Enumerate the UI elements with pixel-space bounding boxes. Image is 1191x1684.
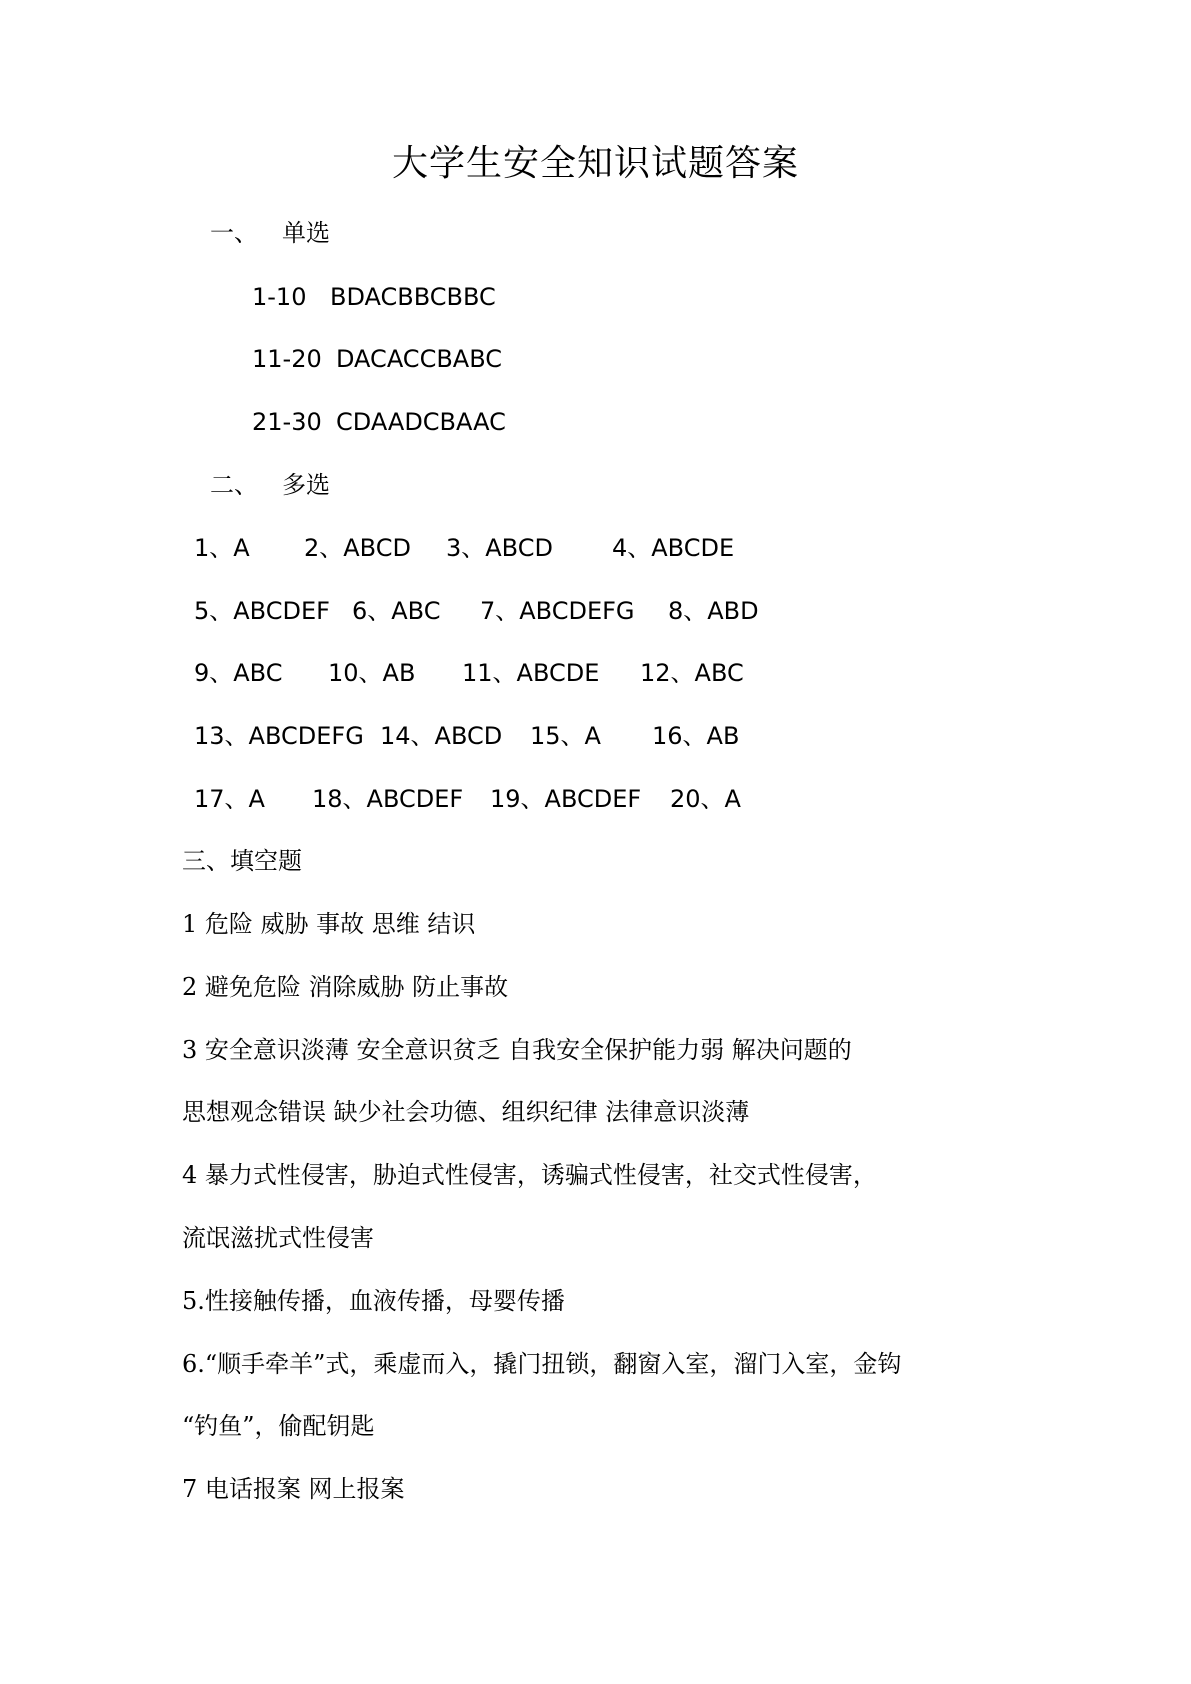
- multi-answer: 19、ABCDEF: [490, 785, 642, 813]
- multi-answer: 9、ABC: [194, 659, 283, 687]
- multi-answer: 14、ABCD: [380, 722, 503, 750]
- multi-answer: 7、ABCDEFG: [480, 597, 635, 625]
- fill-in-answer-line: “钓鱼”，偷配钥匙: [182, 1412, 375, 1440]
- section-number: 一、: [210, 219, 258, 247]
- section-label: 多选: [282, 471, 330, 499]
- answer-range: 11-20: [252, 345, 322, 373]
- answer-range: 1-10: [252, 283, 307, 311]
- multi-answer: 10、AB: [328, 659, 416, 687]
- answer-key: BDACBBCBBC: [330, 283, 496, 311]
- multi-answer: 18、ABCDEF: [312, 785, 464, 813]
- multi-answer: 6、ABC: [352, 597, 441, 625]
- fill-in-answer-line: 思想观念错误 缺少社会功德、组织纪律 法律意识淡薄: [182, 1098, 750, 1126]
- multi-answer: 15、A: [530, 722, 601, 750]
- multi-answer: 4、ABCDE: [612, 534, 735, 562]
- fill-in-answer-line: 6.“顺手牵羊”式，乘虚而入，撬门扭锁，翻窗入室，溜门入室，金钩: [182, 1350, 902, 1378]
- multi-answer: 1、A: [194, 534, 250, 562]
- section-label: 单选: [282, 219, 330, 247]
- answer-range: 21-30: [252, 408, 322, 436]
- multi-answer: 12、ABC: [640, 659, 744, 687]
- multi-answer: 16、AB: [652, 722, 740, 750]
- section-number: 二、: [210, 471, 258, 499]
- multi-answer: 20、A: [670, 785, 741, 813]
- fill-in-answer-line: 1 危险 威胁 事故 思维 结识: [182, 910, 476, 938]
- multi-answer: 17、A: [194, 785, 265, 813]
- fill-in-answer-line: 3 安全意识淡薄 安全意识贫乏 自我安全保护能力弱 解决问题的: [182, 1036, 852, 1064]
- multi-answer: 3、ABCD: [446, 534, 553, 562]
- answer-key: CDAADCBAAC: [336, 408, 506, 436]
- multi-answer: 13、ABCDEFG: [194, 722, 364, 750]
- answer-key: DACACCBABC: [336, 345, 503, 373]
- fill-in-answer-line: 流氓滋扰式性侵害: [182, 1224, 374, 1252]
- page-title: 大学生安全知识试题答案: [391, 143, 799, 184]
- multi-answer: 8、ABD: [668, 597, 759, 625]
- multi-answer: 2、ABCD: [304, 534, 411, 562]
- fill-in-answer-line: 4 暴力式性侵害，胁迫式性侵害，诱骗式性侵害，社交式性侵害，: [182, 1161, 877, 1189]
- multi-answer: 5、ABCDEF: [194, 597, 330, 625]
- fill-in-answer-line: 7 电话报案 网上报案: [182, 1475, 405, 1503]
- fill-in-answer-line: 2 避免危险 消除威胁 防止事故: [182, 973, 509, 1001]
- section-fill-in-heading: 三、填空题: [182, 847, 302, 875]
- fill-in-answer-line: 5.性接触传播，血液传播，母婴传播: [182, 1287, 565, 1315]
- multi-answer: 11、ABCDE: [462, 659, 600, 687]
